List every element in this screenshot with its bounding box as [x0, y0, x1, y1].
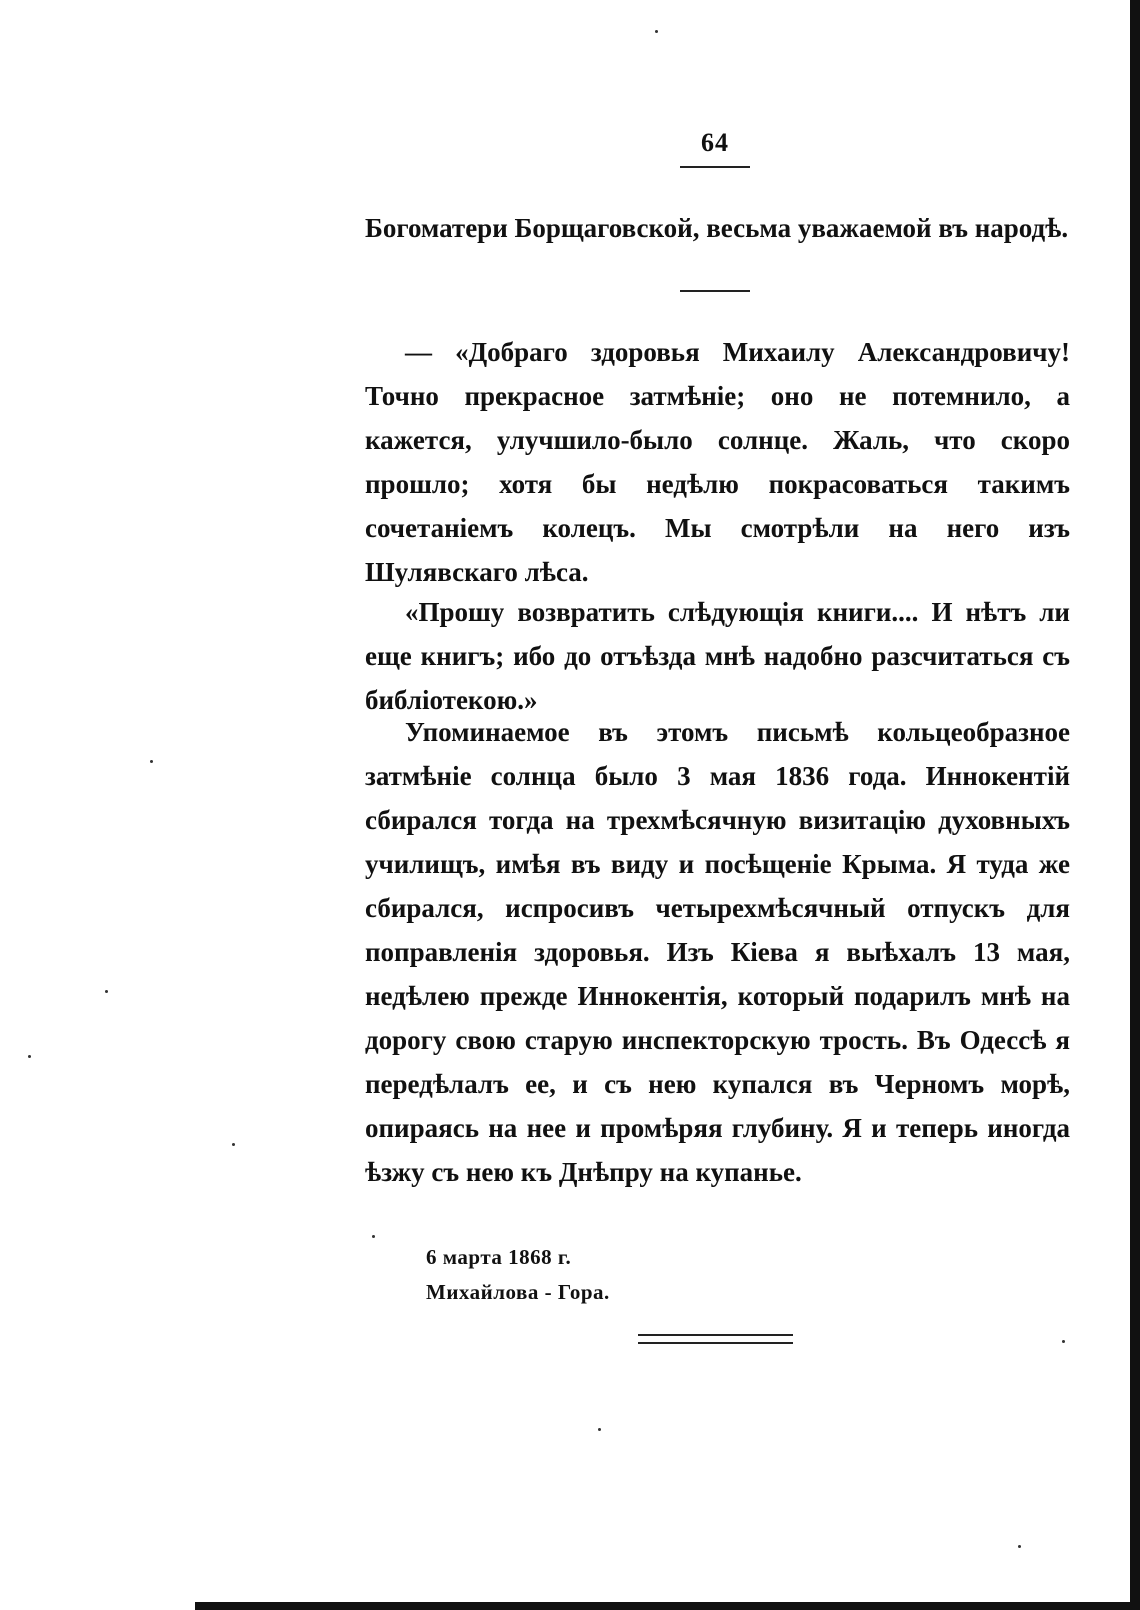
- scan-speck: [1062, 1340, 1065, 1343]
- paragraph-text: «Прошу возвратить слѣдующія книги.... И нѣтъ ли еще книгъ; ибо до отъѣзда мнѣ надобно разсчитаться съ библіотекою.»: [365, 597, 1070, 715]
- page-number: 64: [701, 128, 729, 157]
- scan-speck: [28, 1055, 31, 1058]
- scan-bottom-edge: [195, 1602, 1140, 1610]
- scan-speck: [1018, 1545, 1021, 1548]
- paragraph-text: Богоматери Борщаговской, весьма уважаемой въ народѣ.: [365, 213, 1069, 243]
- scan-speck: [232, 1143, 235, 1146]
- end-rule-bottom: [638, 1342, 793, 1344]
- scan-right-edge: [1130, 0, 1140, 1610]
- paragraph-text: Упоминаемое въ этомъ письмѣ кольцеобразное затмѣніе солнца было 3 мая 1836 года. Иннокентій сбирался тогда на трехмѣсячную визитацію духовныхъ училищъ, имѣя въ виду и посѣщеніе Крыма. Я туда же сбирался, испросивъ четырехмѣсячный отпускъ для поправленія здоровья. Изъ Кіева я выѣхалъ 13 мая, недѣлею прежде Иннокентія, который подарилъ мнѣ на дорогу свою старую инспекторскую трость. Въ Одессѣ я передѣлалъ ее, и съ нею купался въ Черномъ морѣ, опираясь на нее и промѣряя глубину. Я и теперь иногда ѣзжу съ нею къ Днѣпру на купанье.: [365, 717, 1070, 1187]
- section-divider: [680, 290, 750, 292]
- paragraph-text: — «Добраго здоровья Михаилу Александровичу! Точно прекрасное затмѣніе; оно не потемнило, а кажется, улучшило-было солнце. Жаль, что скоро прошло; хотя бы недѣлю покрасоваться такимъ сочетаніемъ колецъ. Мы смотрѣли на него изъ Шулявскаго лѣса.: [365, 337, 1070, 587]
- commentary-paragraph: [365, 710, 1070, 1194]
- scan-speck: [655, 30, 658, 33]
- paragraph-continuation: [365, 206, 1070, 250]
- scan-speck: [372, 1235, 375, 1238]
- letter-paragraph: [365, 590, 1070, 722]
- signature-place: Михайлова - Гора.: [426, 1280, 610, 1304]
- end-rule-top: [638, 1334, 793, 1336]
- letter-paragraph: [365, 330, 1070, 594]
- scan-speck: [105, 990, 108, 993]
- signature-date: 6 марта 1868 г.: [426, 1245, 572, 1269]
- scan-speck: [150, 760, 153, 763]
- scan-speck: [598, 1428, 601, 1431]
- page-number-rule: [680, 166, 750, 168]
